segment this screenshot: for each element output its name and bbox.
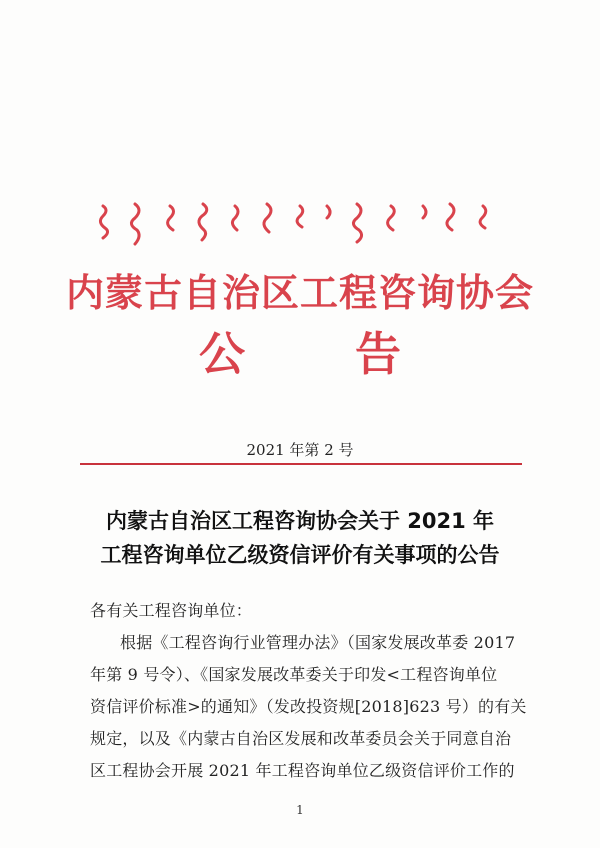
body-line: 区工程协会开展 2021 年工程咨询单位乙级资信评价工作的 [90,761,515,780]
body-line: 年第 9 号令）、《国家发展改革委关于印发<工程咨询单位 [90,665,498,684]
body-line: 根据《工程咨询行业管理办法》（国家发展改革委 2017 [120,633,516,652]
page-number: 1 [296,803,304,817]
organization-title: 内蒙古自治区工程咨询协会 [65,271,534,315]
mongolian-script-header [95,200,495,250]
body-line: 资信评价标准>的通知》（发改投资规[2018]623 号）的有关 [90,697,527,716]
headline-line-1: 内蒙古自治区工程咨询协会关于 2021 年 [105,509,495,533]
document-number: 2021 年第 2 号 [246,441,354,459]
red-divider [80,463,522,465]
body-line: 规定，以及《内蒙古自治区发展和改革委员会关于同意自治 [90,729,512,748]
salutation: 各有关工程咨询单位： [90,601,253,620]
headline-line-2: 工程咨询单位乙级资信评价有关事项的公告 [100,543,500,567]
notice-label: 公告 [199,327,511,381]
